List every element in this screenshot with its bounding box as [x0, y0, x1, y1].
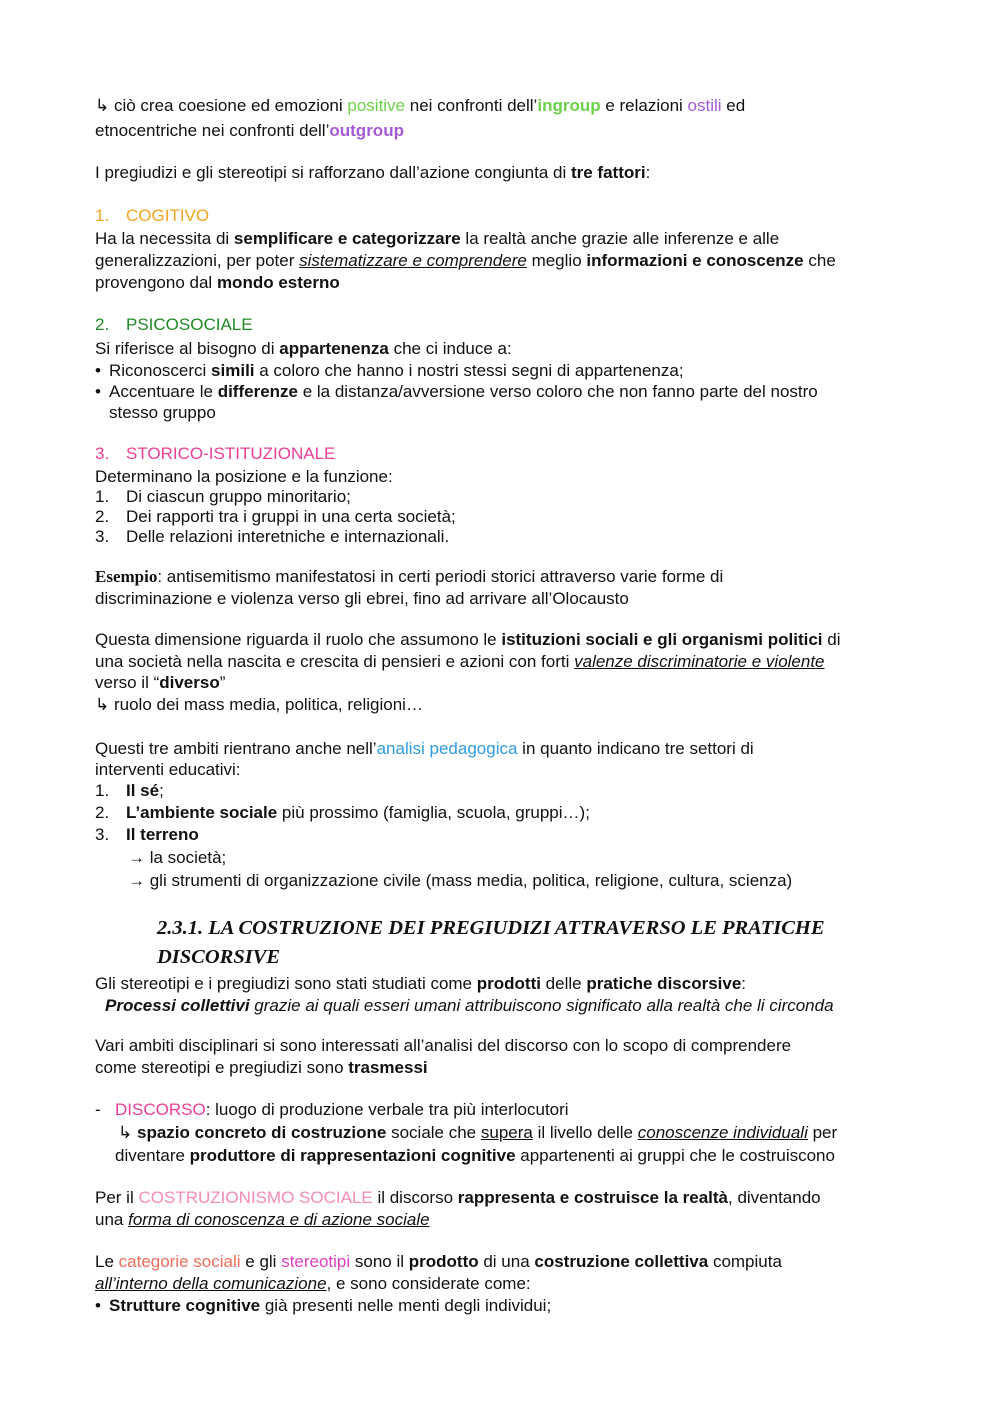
list-item: • Accentuare le differenze e la distanza/avversione verso coloro che non fanno parte del nostro [95, 382, 818, 401]
discorso-text-2: ↳ spazio concreto di costruzione sociale che supera il livello delle conoscenze individuali per [118, 1123, 838, 1142]
cogitivo-text-3: provengono dal mondo esterno [95, 273, 340, 292]
storico-intro: Determinano la posizione e la funzione: [95, 467, 393, 486]
paragraph-outgroup: etnocentriche nei confronti dell’outgroup [95, 121, 404, 140]
dimension-text-2: una società nella nascita e crescita di pensieri e azioni con forti valenze discriminatorie e violente [95, 652, 825, 671]
list-item: 3. Il terreno [95, 825, 199, 844]
section-heading-psicosociale: 2. PSICOSOCIALE [95, 315, 253, 334]
vari-text-1: Vari ambiti disciplinari si sono interessati all’analisi del discorso con lo scopo di comprendere [95, 1036, 792, 1055]
bullet-icon: • [95, 361, 101, 380]
list-item: • Riconoscerci simili a coloro che hanno i nostri stessi segni di appartenenza; [95, 361, 684, 380]
list-item: 3. Delle relazioni interetniche e internazionali. [95, 527, 450, 546]
sub-list-item: → la società; [128, 848, 227, 867]
example-text-2: discriminazione e violenza verso gli ebrei, fino ad arrivare all’Olocausto [95, 589, 629, 608]
section-heading-storico-istituzionale: 3. STORICO-ISTITUZIONALE [95, 444, 336, 463]
dimension-text-3: verso il “diverso” [95, 673, 226, 692]
subheading-line-2: DISCORSIVE [157, 946, 281, 968]
discursive-text-2: Processi collettivi grazie ai quali esseri umani attribuiscono significato alla realtà che li circonda [105, 996, 834, 1015]
paragraph-ingroup: ↳ ciò crea coesione ed emozioni positive nei confronti dell’ingroup e relazioni ostili ed [95, 96, 746, 115]
arrow-icon: ↳ [118, 1123, 133, 1142]
pedagogy-text-2: interventi educativi: [95, 760, 241, 779]
discorso-text-3: diventare produttore di rappresentazioni cognitive appartenenti ai gruppi che le costruiscono [115, 1146, 835, 1165]
sub-list-item: → gli strumenti di organizzazione civile (mass media, politica, religione, cultura, scienza) [128, 871, 793, 890]
list-item: 2. Dei rapporti tra i gruppi in una certa società; [95, 507, 456, 526]
discursive-text-1: Gli stereotipi e i pregiudizi sono stati studiati come prodotti delle pratiche discorsive: [95, 974, 747, 993]
costruzionismo-text-2: una forma di conoscenza e di azione sociale [95, 1210, 430, 1229]
discorso-text-1: - DISCORSO: luogo di produzione verbale tra più interlocutori [95, 1100, 569, 1119]
list-item: 1. Il sé; [95, 781, 164, 800]
list-item: 1. Di ciascun gruppo minoritario; [95, 487, 351, 506]
categorie-text-1: Le categorie sociali e gli stereotipi sono il prodotto di una costruzione collettiva compiuta [95, 1252, 782, 1271]
example-text-1: Esempio: antisemitismo manifestatosi in certi periodi storici attraverso varie forme di [95, 567, 724, 586]
arrow-right-icon: → [128, 848, 145, 867]
costruzionismo-text-1: Per il COSTRUZIONISMO SOCIALE il discorso rappresenta e costruisce la realtà, diventando [95, 1188, 821, 1207]
dimension-text-4: ↳ ruolo dei mass media, politica, religioni… [95, 695, 423, 714]
categorie-text-2: all’interno della comunicazione, e sono considerate come: [95, 1274, 531, 1293]
list-item-continuation: stesso gruppo [109, 403, 216, 422]
bullet-icon: • [95, 382, 101, 401]
dimension-text-1: Questa dimensione riguarda il ruolo che assumono le istituzioni sociali e gli organismi politici di [95, 630, 841, 649]
arrow-icon: ↳ [95, 695, 110, 714]
paragraph-three-factors: I pregiudizi e gli stereotipi si rafforzano dall’azione congiunta di tre fattori: [95, 163, 651, 182]
subheading-line-1: 2.3.1. LA COSTRUZIONE DEI PREGIUDIZI ATTRAVERSO LE PRATICHE [157, 917, 825, 939]
list-item: • Strutture cognitive già presenti nelle menti degli individui; [95, 1296, 552, 1315]
arrow-icon: ↳ [95, 96, 110, 115]
cogitivo-text-2: generalizzazioni, per poter sistematizzare e comprendere meglio informazioni e conoscenze che [95, 251, 836, 270]
pedagogy-text-1: Questi tre ambiti rientrano anche nell’analisi pedagogica in quanto indicano tre settori di [95, 739, 754, 758]
list-item: 2. L’ambiente sociale più prossimo (famiglia, scuola, gruppi…); [95, 803, 590, 822]
section-heading-cogitivo: 1. COGITIVO [95, 206, 210, 225]
vari-text-2: come stereotipi e pregiudizi sono trasmessi [95, 1058, 428, 1077]
cogitivo-text-1: Ha la necessita di semplificare e categorizzare la realtà anche grazie alle inferenze e alle [95, 229, 780, 248]
dash-icon: - [95, 1100, 101, 1119]
arrow-right-icon: → [128, 871, 145, 890]
bullet-icon: • [95, 1296, 101, 1315]
psicosociale-intro: Si riferisce al bisogno di appartenenza che ci induce a: [95, 339, 512, 358]
